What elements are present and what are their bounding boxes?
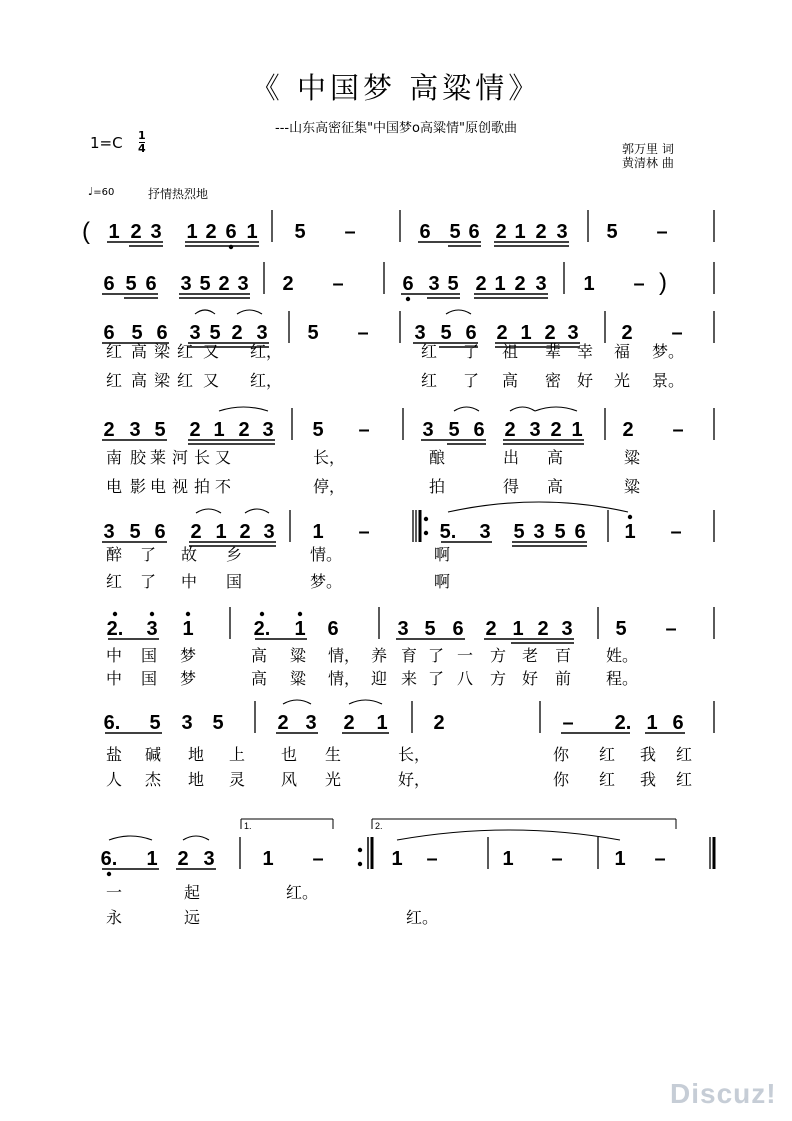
lyric-char: 姓。 (606, 646, 639, 665)
note: 5 (615, 618, 627, 640)
note: 6 (103, 273, 115, 295)
song-subtitle: ---山东高密征集"中国梦o高粱情"原创歌曲 (275, 121, 517, 136)
note: 2 (205, 221, 217, 243)
lyric-char: 梁 (154, 371, 171, 390)
note: 6 (465, 322, 477, 344)
note: 6. (100, 848, 118, 870)
note: 1 (614, 848, 626, 870)
note: – (656, 221, 668, 243)
lyric-char: 中 (106, 669, 123, 688)
note: 2 (282, 273, 294, 295)
note: 3 (181, 712, 193, 734)
note: 2 (189, 419, 201, 441)
volta-second-label: 2. (375, 821, 383, 831)
lyric-char: 酿 (429, 448, 446, 467)
note: 1 (646, 712, 658, 734)
slur (349, 700, 382, 704)
lyric-char: 高 (251, 669, 268, 688)
lyric-char: 红 (421, 342, 438, 361)
note: 2 (218, 273, 230, 295)
note: 2 (622, 419, 634, 441)
note: 2 (485, 618, 497, 640)
lyric-char: 起 (184, 883, 201, 902)
note: 2 (130, 221, 142, 243)
note: 3 (256, 322, 268, 344)
quarter-note-icon: ♩ (88, 185, 94, 198)
slur (510, 407, 535, 411)
note: – (332, 273, 344, 295)
lyric-char: 景。 (652, 371, 685, 390)
note: – (665, 618, 677, 640)
lyric-char: 生 (325, 745, 342, 764)
note: 6 (145, 273, 157, 295)
lyric-char: 情， (328, 669, 361, 688)
lyric-char: 地 (188, 745, 205, 764)
note: 3 (561, 618, 573, 640)
lyric-char: 又 (203, 342, 220, 361)
time-signature-bottom: 4 (138, 142, 146, 155)
lyric-char: 高 (502, 371, 519, 390)
note: 1 (294, 618, 306, 640)
note: 3 (529, 419, 541, 441)
lyric-char: 程。 (606, 669, 639, 688)
note: 3 (203, 848, 215, 870)
lyric-char: 灵 (229, 770, 246, 789)
note: 6. (103, 712, 121, 734)
slur (446, 310, 471, 314)
note: 1 (108, 221, 120, 243)
note: 2 (550, 419, 562, 441)
note: 1 (146, 848, 158, 870)
lyric-char: 河 (172, 448, 189, 467)
note: 6 (327, 618, 339, 640)
lyric-char: 高 (251, 646, 268, 665)
lyric-char: 醉 (106, 545, 123, 564)
note: – (357, 322, 369, 344)
lyric-char: 梦 (180, 669, 197, 688)
lyric-char: 了 (140, 545, 157, 564)
note: 2 (239, 521, 251, 543)
lyric-char: 故 (181, 545, 198, 564)
lyric-char: 杰 (145, 770, 162, 789)
note: 3 (397, 618, 409, 640)
lyric-char: 好 (577, 371, 594, 390)
slur (283, 700, 311, 704)
lyric-char: 上 (229, 745, 246, 764)
note: 2. (106, 618, 124, 640)
lyric-char: 得 (503, 477, 520, 496)
lyric-char: 了 (428, 669, 445, 688)
lyric-char: 一 (106, 883, 123, 902)
lyric-char: 粱 (290, 669, 307, 688)
note: – (551, 848, 563, 870)
note: 1 (376, 712, 388, 734)
note: 5 (448, 419, 460, 441)
note: 3 (535, 273, 547, 295)
note: 3 (146, 618, 158, 640)
lyric-char: 红 (599, 745, 616, 764)
note: 2 (544, 322, 556, 344)
lyric-char: 地 (188, 770, 205, 789)
note: 5 (312, 419, 324, 441)
note: 5 (606, 221, 618, 243)
note: 1 (262, 848, 274, 870)
note: 1 (502, 848, 514, 870)
slur (237, 310, 262, 314)
repeat-dot (358, 862, 362, 866)
note: 3 (422, 419, 434, 441)
lyric-char: 红。 (286, 883, 319, 902)
lyric-char: 国 (226, 572, 243, 591)
lyric-char: 电 (106, 477, 123, 496)
lyric-char: 祖 (502, 342, 519, 361)
note: 5 (131, 322, 143, 344)
note: – (671, 322, 683, 344)
lyric-char: 一 (457, 646, 474, 665)
lyric-char: 育 (401, 646, 418, 665)
dot-above (186, 612, 190, 616)
close-paren: ) (659, 269, 667, 296)
lyric-char: 百 (555, 646, 572, 665)
note: – (344, 221, 356, 243)
lyric-char: 碱 (145, 745, 162, 764)
note: 3 (479, 521, 491, 543)
lyric-char: 情， (328, 646, 361, 665)
note: 1 (571, 419, 583, 441)
note: 2 (621, 322, 633, 344)
lyric-char: 红， (250, 371, 283, 390)
lyric-char: 影 (130, 477, 147, 496)
lyric-char: 红 (106, 371, 123, 390)
note: 6 (574, 521, 586, 543)
lyric-char: 梁 (154, 342, 171, 361)
lyric-char: 中 (106, 646, 123, 665)
dot-above (260, 612, 264, 616)
note: 6 (154, 521, 166, 543)
note: 5 (554, 521, 566, 543)
note: 5 (129, 521, 141, 543)
note: 2 (190, 521, 202, 543)
lyric-char: 乡 (226, 545, 243, 564)
lyric-char: 长 (194, 448, 211, 467)
slur (109, 836, 152, 840)
note: 6 (156, 322, 168, 344)
note: 2 (504, 419, 516, 441)
lyric-char: 粱 (290, 646, 307, 665)
lyric-char: 拍 (194, 477, 211, 496)
lyric-char: 迎 (371, 669, 388, 688)
note: 3 (237, 273, 249, 295)
lyric-char: 不 (215, 477, 232, 496)
note: 2 (238, 419, 250, 441)
lyric-char: 幸 (577, 342, 594, 361)
note: 6 (402, 273, 414, 295)
note: 6 (103, 322, 115, 344)
slur (535, 407, 577, 411)
lyric-char: 粱 (624, 448, 641, 467)
lyric-char: 福 (614, 342, 631, 361)
lyric-char: 养 (371, 646, 388, 665)
lyric-char: 光 (325, 770, 342, 789)
note: 6 (452, 618, 464, 640)
note: 5 (199, 273, 211, 295)
lyric-char: 红 (676, 770, 693, 789)
note: 1 (246, 221, 258, 243)
slur (196, 509, 221, 513)
lyric-char: 红 (177, 342, 194, 361)
note: 3 (263, 521, 275, 543)
repeat-dot (424, 531, 428, 535)
lyric-char: 啊 (434, 572, 451, 591)
note: 5. (439, 521, 457, 543)
note: – (426, 848, 438, 870)
lyric-char: 了 (463, 342, 480, 361)
lyric-char: 方 (490, 669, 507, 688)
note: 1 (512, 618, 524, 640)
lyric-char: 红 (106, 572, 123, 591)
note: 1 (494, 273, 506, 295)
note: – (358, 521, 370, 543)
note: 2 (277, 712, 289, 734)
lyric-char: 红 (599, 770, 616, 789)
lyric-char: 中 (181, 572, 198, 591)
note: 5 (513, 521, 525, 543)
note: 3 (567, 322, 579, 344)
note: 3 (150, 221, 162, 243)
note: 3 (305, 712, 317, 734)
lyric-char: 红 (676, 745, 693, 764)
lyric-char: 粱 (624, 477, 641, 496)
slur (245, 509, 269, 513)
lyric-char: 高 (131, 371, 148, 390)
note: – (670, 521, 682, 543)
lyric-char: 梦 (180, 646, 197, 665)
note: 5 (125, 273, 137, 295)
note: 2 (514, 273, 526, 295)
lyric-char: 啊 (434, 545, 451, 564)
note: 1 (391, 848, 403, 870)
lyric-char: 梦。 (652, 342, 685, 361)
note: 2 (433, 712, 445, 734)
lyric-char: 莱 (150, 448, 167, 467)
lyric-char: 光 (614, 371, 631, 390)
repeat-dot (358, 848, 362, 852)
lyric-char: 高 (547, 477, 564, 496)
note: 2 (231, 322, 243, 344)
note: 1 (312, 521, 324, 543)
lyric-char: 我 (640, 770, 657, 789)
note: – (358, 419, 370, 441)
note: 2. (253, 618, 271, 640)
lyric-char: 永 (106, 908, 123, 927)
note: 5 (440, 322, 452, 344)
note: 1 (186, 221, 198, 243)
lyric-char: 也 (281, 745, 298, 764)
lyric-char: 又 (203, 371, 220, 390)
lyric-char: 红， (250, 342, 283, 361)
note: 6 (473, 419, 485, 441)
lyric-char: 国 (141, 669, 158, 688)
note: 6 (225, 221, 237, 243)
note: 5 (209, 322, 221, 344)
note: – (562, 712, 574, 734)
note: – (312, 848, 324, 870)
lyric-char: 视 (172, 477, 189, 496)
note: 1 (520, 322, 532, 344)
note: 5 (149, 712, 161, 734)
note: 6 (672, 712, 684, 734)
lyric-char: 了 (428, 646, 445, 665)
note: 3 (428, 273, 440, 295)
lyric-char: 风 (281, 770, 298, 789)
lyric-char: 远 (184, 908, 201, 927)
note: 5 (449, 221, 461, 243)
lyric-char: 高 (547, 448, 564, 467)
slur (454, 407, 479, 411)
volta-first-label: 1. (244, 821, 252, 831)
note: 5 (212, 712, 224, 734)
lyric-char: 南 (106, 448, 123, 467)
lyric-char: 红 (106, 342, 123, 361)
lyric-char: 密 (545, 371, 562, 390)
lyric-char: 盐 (106, 745, 123, 764)
key-signature: 1=C (90, 134, 123, 152)
note: 3 (189, 322, 201, 344)
slur (183, 836, 209, 840)
watermark-logo: Discuz! (670, 1078, 777, 1109)
note: 1 (583, 273, 595, 295)
lyric-char: 拍 (429, 477, 446, 496)
note: 5 (154, 419, 166, 441)
lyric-char: 胶 (130, 448, 147, 467)
note: 1 (213, 419, 225, 441)
lyric-char: 红。 (406, 908, 439, 927)
note: – (654, 848, 666, 870)
note: 2 (495, 221, 507, 243)
lyric-char: 前 (555, 669, 572, 688)
lyric-char: 高 (131, 342, 148, 361)
lyricist-credit: 郭万里 词 (622, 142, 674, 156)
lyric-char: 了 (463, 371, 480, 390)
note: 2. (614, 712, 632, 734)
lyric-char: 长， (313, 448, 346, 467)
lyric-char: 梦。 (310, 572, 343, 591)
lyric-char: 情。 (310, 545, 343, 564)
note: 3 (262, 419, 274, 441)
note: 2 (496, 322, 508, 344)
song-title: 《 中国梦 高粱情》 (250, 71, 542, 105)
note: 3 (103, 521, 115, 543)
lyric-char: 我 (640, 745, 657, 764)
note: 5 (307, 322, 319, 344)
note: – (633, 273, 645, 295)
lyric-char: 你 (553, 745, 570, 764)
composer-credit: 黄清林 曲 (622, 156, 674, 170)
note: 3 (533, 521, 545, 543)
lyric-char: 红 (177, 371, 194, 390)
repeat-dot (424, 517, 428, 521)
note: 2 (475, 273, 487, 295)
tie-long (448, 502, 628, 512)
note: – (672, 419, 684, 441)
open-paren: ( (82, 218, 90, 245)
note: 6 (468, 221, 480, 243)
note: 5 (447, 273, 459, 295)
expression-mark: 抒情热烈地 (148, 187, 209, 201)
dot-above (113, 612, 117, 616)
lyric-char: 老 (522, 646, 539, 665)
lyric-char: 了 (140, 572, 157, 591)
lyric-char: 八 (457, 669, 474, 688)
lyric-char: 红 (421, 371, 438, 390)
lyric-char: 长， (398, 745, 431, 764)
note: 1 (182, 618, 194, 640)
lyric-char: 国 (141, 646, 158, 665)
lyric-char: 人 (106, 770, 123, 789)
note: 2 (343, 712, 355, 734)
note: 2 (103, 419, 115, 441)
dot-above (628, 515, 632, 519)
note: 2 (537, 618, 549, 640)
lyric-char: 好， (398, 770, 431, 789)
dot-below (107, 872, 111, 876)
note: 1 (215, 521, 227, 543)
time-signature-top: 1 (138, 129, 146, 142)
slur (219, 407, 268, 411)
lyric-char: 又 (215, 448, 232, 467)
tie-long (397, 830, 620, 840)
lyric-char: 辈 (545, 342, 562, 361)
tempo-value: =60 (93, 187, 115, 198)
note: 3 (129, 419, 141, 441)
note: 3 (556, 221, 568, 243)
note: 6 (419, 221, 431, 243)
note: 5 (294, 221, 306, 243)
note: 1 (514, 221, 526, 243)
dot-above (298, 612, 302, 616)
lyric-char: 电 (150, 477, 167, 496)
note: 2 (535, 221, 547, 243)
note: 5 (424, 618, 436, 640)
slur (195, 310, 215, 314)
lyric-char: 好 (522, 669, 539, 688)
lyric-char: 方 (490, 646, 507, 665)
note: 3 (414, 322, 426, 344)
note: 3 (180, 273, 192, 295)
lyric-char: 停， (313, 477, 346, 496)
dot-above (150, 612, 154, 616)
note: 1 (624, 521, 636, 543)
lyric-char: 出 (503, 448, 520, 467)
note: 2 (177, 848, 189, 870)
lyric-char: 你 (553, 770, 570, 789)
lyric-char: 来 (401, 669, 418, 688)
dot-below (406, 297, 410, 301)
